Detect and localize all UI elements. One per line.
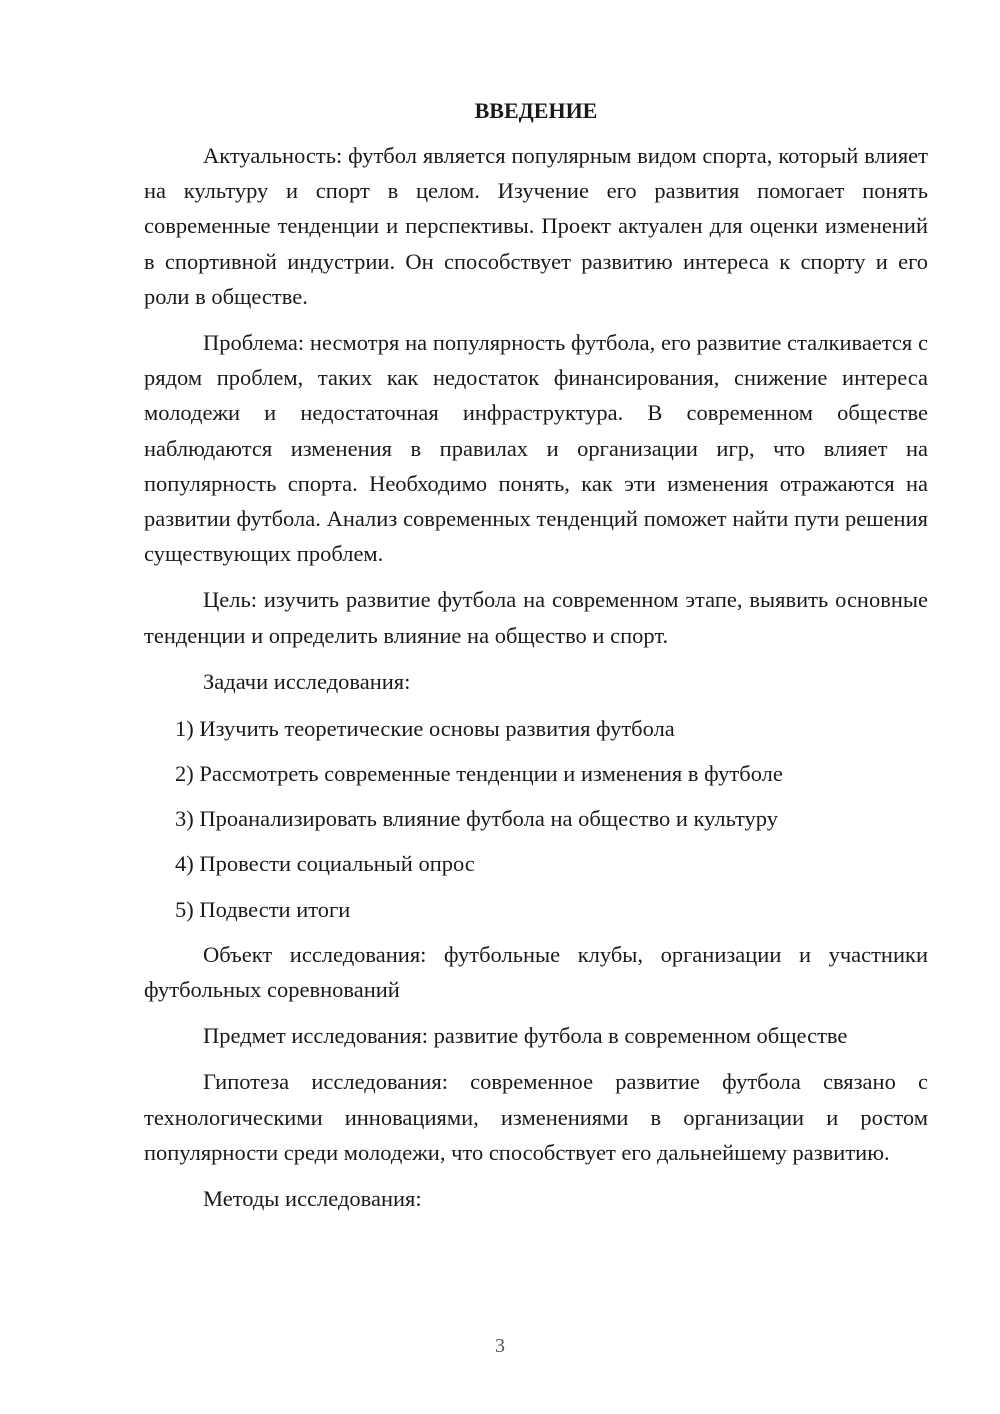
page-content	[144, 94, 928, 1228]
hypothesis-paragraph: Гипотеза исследования: современное развитие футбола связано с технологическими инновациями, изменениями в организации и ростом популярности среди молодежи, что способствует его дальнейшему развитию.	[144, 1069, 928, 1165]
list-item: 2) Рассмотреть современные тенденции и изменения в футболе	[175, 761, 783, 787]
list-item: 4) Провести социальный опрос	[175, 851, 475, 877]
tasks-heading: Задачи исследования:	[203, 668, 411, 694]
page-number: 3	[495, 1335, 505, 1357]
methods-heading: Методы исследования:	[203, 1186, 422, 1212]
list-item: 1) Изучить теоретические основы развития футбола	[175, 715, 675, 741]
object-paragraph: Объект исследования: футбольные клубы, организации и участники футбольных соревнований	[144, 941, 928, 1003]
problem-paragraph: Проблема: несмотря на популярность футбола, его развитие сталкивается с рядом проблем, таких как недостаток финансирования, снижение интереса молодежи и недостаточная инфраструктура. В современном обществе наблюдаются изменения в правилах и организации игр, что влияет на популярность спорта. Необходимо понять, как эти изменения отражаются на развитии футбола. Анализ современных тенденций поможет найти пути решения существующих проблем.	[144, 330, 928, 567]
list-item: 5) Подвести итоги	[175, 896, 351, 922]
section-title: ВВЕДЕНИЕ	[474, 98, 598, 123]
goal-paragraph: Цель: изучить развитие футбола на современном этапе, выявить основные тенденции и определить влияние на общество и спорт.	[144, 587, 928, 648]
subject-paragraph: Предмет исследования: развитие футбола в современном обществе	[203, 1023, 848, 1049]
tasks-list	[144, 711, 928, 927]
relevance-paragraph: Актуальность: футбол является популярным видом спорта, который влияет на культуру и спорт в целом. Изучение его развития помогает понять современные тенденции и перспективы. Проект актуален для оценки изменений в спортивной индустрии. Он способствует развитию интереса к спорту и его роли в обществе.	[144, 143, 928, 309]
list-item: 3) Проанализировать влияние футбола на общество и культуру	[175, 806, 779, 832]
